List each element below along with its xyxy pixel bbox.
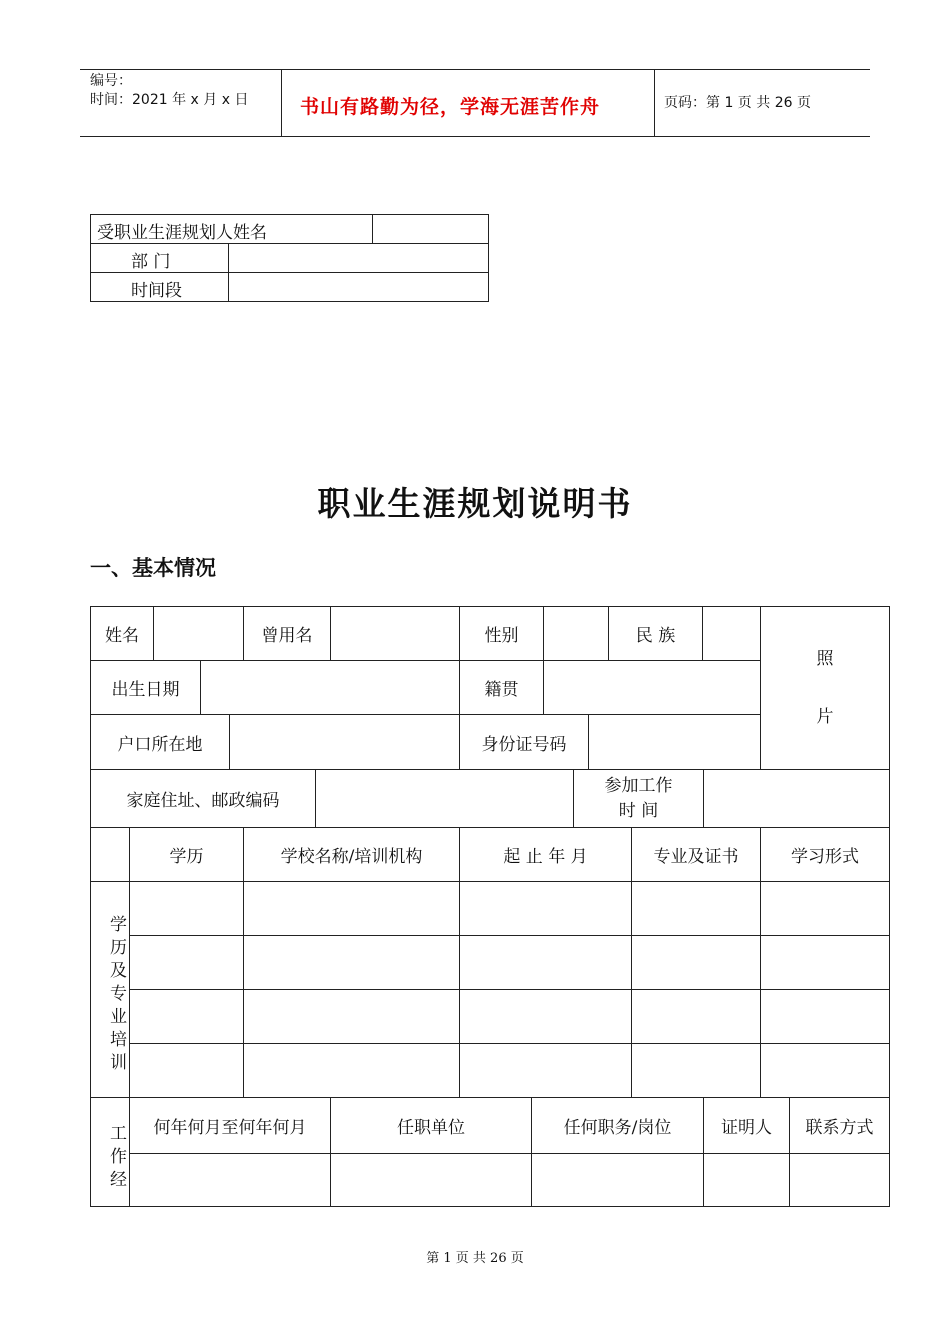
gender-label: 性别 (459, 606, 544, 661)
edu-header-school: 学校名称/培训机构 (243, 827, 460, 882)
edu-mode-field[interactable] (760, 989, 890, 1044)
edu-period-field[interactable] (459, 1043, 632, 1098)
edu-degree-field[interactable] (129, 881, 244, 936)
work-side-label: 工作经 (90, 1097, 130, 1207)
former-name-field[interactable] (330, 606, 460, 661)
photo-label-2: 片 (816, 707, 834, 727)
id-number-field[interactable] (588, 714, 761, 770)
header-motto: 书山有路勤为径，学海无涯苦作舟 (300, 96, 601, 118)
edu-major-field[interactable] (631, 881, 761, 936)
header-top-rule (80, 69, 870, 70)
edu-header-degree: 学历 (129, 827, 244, 882)
work-header-period: 何年何月至何年何月 (129, 1097, 331, 1154)
work-start-label-1: 参加工作 (604, 775, 673, 796)
work-start-field[interactable] (703, 769, 890, 828)
period-field[interactable] (229, 273, 489, 302)
birth-date-field[interactable] (200, 660, 460, 715)
section-heading-basic-info: 一、基本情况 (90, 556, 216, 580)
work-header-employer: 任职单位 (330, 1097, 532, 1154)
edu-period-field[interactable] (459, 989, 632, 1044)
period-label: 时间段 (91, 273, 229, 302)
address-label: 家庭住址、邮政编码 (90, 769, 316, 828)
hukou-label: 户口所在地 (90, 714, 230, 770)
header-number: 编号： (90, 73, 132, 89)
edu-school-field[interactable] (243, 1043, 460, 1098)
name-label: 姓名 (90, 606, 154, 661)
department-field[interactable] (229, 244, 489, 273)
edu-school-field[interactable] (243, 935, 460, 990)
edu-degree-field[interactable] (129, 935, 244, 990)
header-time: 时间：2021 年 x 月 x 日 (90, 92, 249, 108)
edu-header-major: 专业及证书 (631, 827, 761, 882)
planner-name-label: 受职业生涯规划人姓名 (91, 215, 373, 244)
edu-major-field[interactable] (631, 1043, 761, 1098)
edu-degree-field[interactable] (129, 989, 244, 1044)
header-page-number: 页码：第 1 页 共 26 页 (664, 95, 811, 111)
work-position-field[interactable] (531, 1153, 704, 1207)
header-divider-1 (281, 69, 282, 136)
edu-header-period: 起 止 年 月 (459, 827, 632, 882)
edu-major-field[interactable] (631, 989, 761, 1044)
photo-label-1: 照 (816, 649, 834, 669)
work-start-label (573, 769, 704, 828)
work-witness-field[interactable] (703, 1153, 790, 1207)
native-place-label: 籍贯 (459, 660, 544, 715)
work-header-witness: 证明人 (703, 1097, 790, 1154)
edu-period-field[interactable] (459, 881, 632, 936)
edu-mode-field[interactable] (760, 881, 890, 936)
work-header-contact: 联系方式 (789, 1097, 890, 1154)
header-bottom-rule (80, 136, 870, 137)
header-divider-2 (654, 69, 655, 136)
birth-date-label: 出生日期 (90, 660, 201, 715)
document-title: 职业生涯规划说明书 (317, 484, 633, 523)
work-contact-field[interactable] (789, 1153, 890, 1207)
edu-mode-field[interactable] (760, 1043, 890, 1098)
id-number-label: 身份证号码 (459, 714, 589, 770)
edu-school-field[interactable] (243, 881, 460, 936)
page-footer: 第 1 页 共 26 页 (426, 1251, 524, 1266)
work-period-field[interactable] (129, 1153, 331, 1207)
photo-box[interactable] (760, 606, 890, 770)
address-field[interactable] (315, 769, 574, 828)
ethnicity-label: 民 族 (608, 606, 703, 661)
edu-corner (90, 827, 130, 882)
work-header-position: 任何职务/岗位 (531, 1097, 704, 1154)
edu-header-mode: 学习形式 (760, 827, 890, 882)
work-start-label-2: 时 间 (618, 800, 659, 821)
native-place-field[interactable] (543, 660, 761, 715)
former-name-label: 曾用名 (243, 606, 331, 661)
edu-major-field[interactable] (631, 935, 761, 990)
edu-mode-field[interactable] (760, 935, 890, 990)
edu-side-label: 学历及专业培训 (90, 881, 130, 1098)
edu-degree-field[interactable] (129, 1043, 244, 1098)
edu-period-field[interactable] (459, 935, 632, 990)
name-field[interactable] (153, 606, 244, 661)
department-label: 部 门 (91, 244, 229, 273)
planner-name-field[interactable] (373, 215, 489, 244)
ethnicity-field[interactable] (702, 606, 761, 661)
work-employer-field[interactable] (330, 1153, 532, 1207)
planner-info-table (90, 214, 489, 302)
edu-school-field[interactable] (243, 989, 460, 1044)
gender-field[interactable] (543, 606, 609, 661)
hukou-field[interactable] (229, 714, 460, 770)
